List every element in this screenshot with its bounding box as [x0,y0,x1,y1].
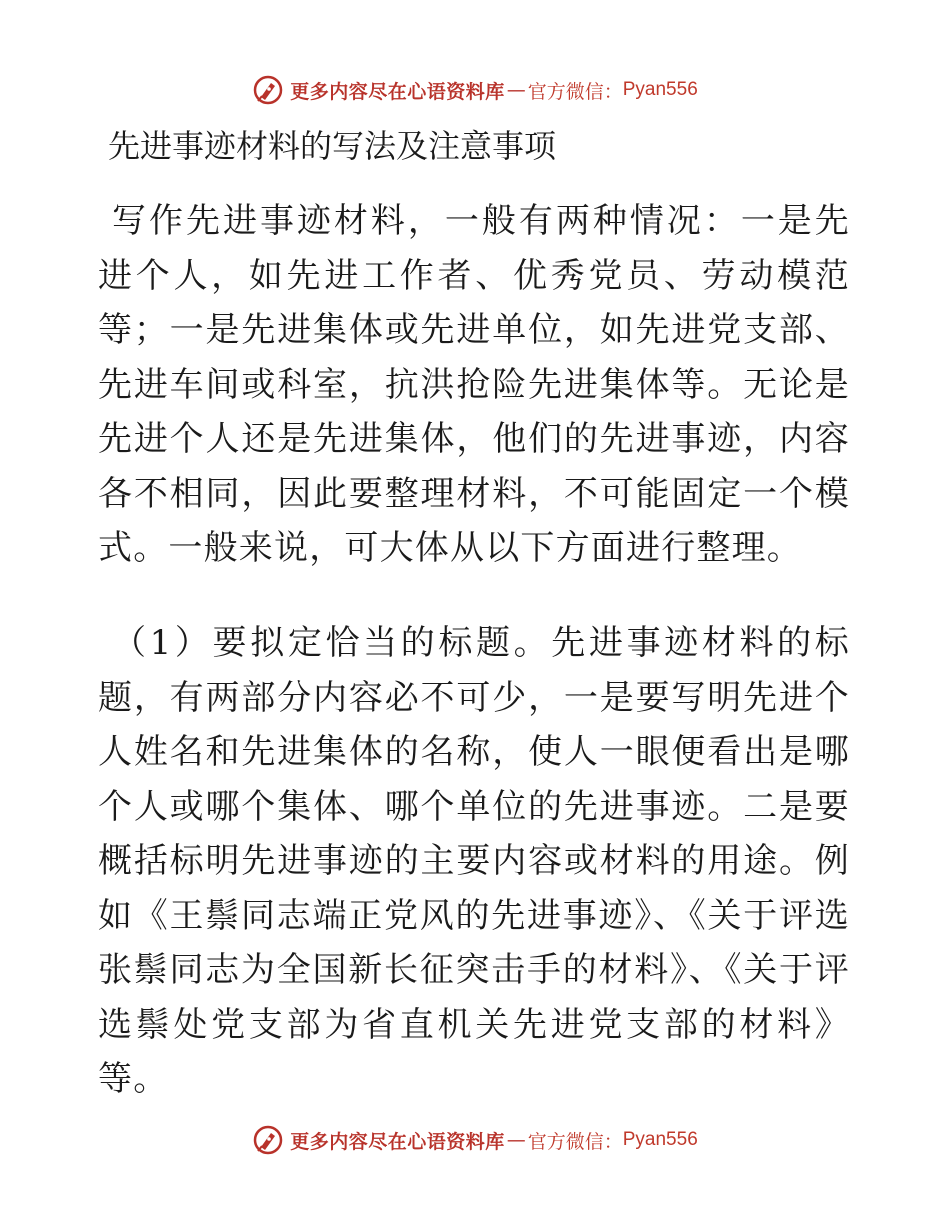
banner-separator: — [506,79,526,101]
banner-wechat-label: 官方微信： [527,80,623,103]
footer-banner [0,1120,950,1160]
document-title: 先进事迹材料的写法及注意事项 [108,127,557,165]
pen-nib-circle-icon [252,74,284,106]
body-paragraph-2 [98,616,850,1107]
banner-brand: 更多内容尽在心语资料库 [290,80,505,103]
banner-brand: 更多内容尽在心语资料库 [290,1130,505,1153]
banner-wechat-id: Pyan556 [622,79,698,100]
pen-nib-circle-icon [252,1124,284,1156]
banner-wechat-label: 官方微信： [527,1130,623,1153]
banner-separator: — [506,1129,526,1151]
paragraph-text: （1）要拟定恰当的标题。先进事迹材料的标题，有两部分内容必不可少，一是要写明先进个人姓名和先进集体的名称，使人一眼便看出是哪个人或哪个集体、哪个单位的先进事迹。二是要概括标明先进事迹的主要内容或材料的用途。例如《王鬃同志端正党风的先进事迹》、《关于评选张鬃同志为全国新长征突击手的材料》、《关于评选鬃处党支部为省直机关先进党支部的材料》等。 [98,623,850,1099]
paragraph-text: 写作先进事迹材料，一般有两种情况：一是先进个人，如先进工作者、优秀党员、劳动模范等；一是先进集体或先进单位，如先进党支部、先进车间或科室，抗洪抢险先进集体等。无论是先进个人还是先进集体，他们的先进事迹，内容各不相同，因此要整理材料，不可能固定一个模式。一般来说，可大体从以下方面进行整理。 [98,201,850,568]
header-banner [0,70,950,110]
body-paragraph-1 [98,194,850,576]
banner-wechat-id: Pyan556 [622,1129,698,1150]
